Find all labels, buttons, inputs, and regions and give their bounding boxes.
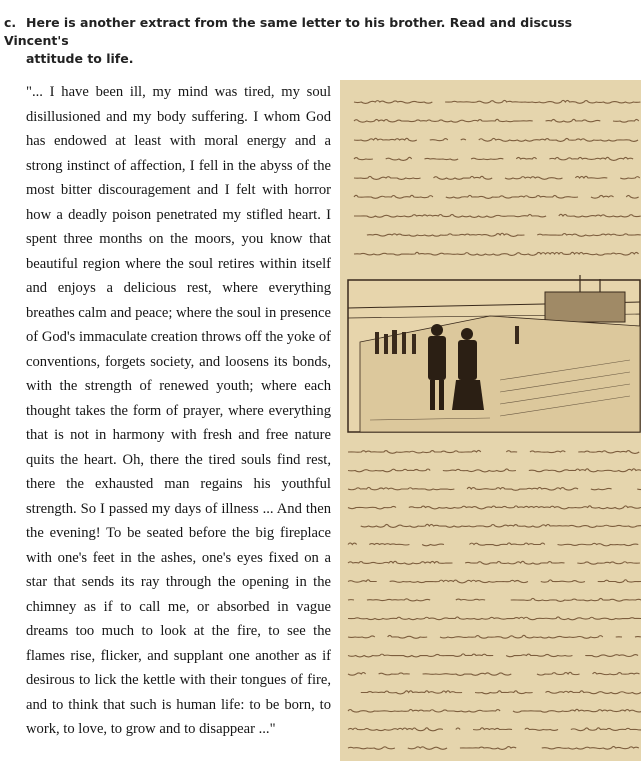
letter-manuscript-image (340, 80, 641, 761)
sketch-illustration (348, 275, 640, 432)
letter-quote: "... I have been ill, my mind was tired, my soul disillusioned and my body suffering. I whom God has endowed at least with moral energy and a strong instinct of affection, I fell in the abyss of the most bitter discouragement and I felt with horror how a deadly poison penetrated my stifled heart. I spent three months on the moors, you know that beautiful region where the soul retires within itself and enjoys a delicious rest, where everything breathes calm and peace; where the soul in presence of God's immaculate creation throws off the yoke of conventions, forgets society, and loosens its bonds, with the strength of renewed youth; where each thought takes the form of prayer, where everything that is not in harmony with fresh and free nature quits the heart. Oh, there the tired souls find rest, there the exhausted man regains his youthful strength. So I passed my days of illness ... And then the evening! To be seated before the big fireplace with one's feet in the ashes, one's eyes fixed on a star that sends its ray through the opening in the chimney as if to call me, or absorbed in vague dreams too much to look at the fire, to see the flames rise, flicker, and supplant one another as if desirous to lick the kettle with their tongues of fire, and to think that such is human life: to be born, to work, to love, to grow and to disappear ..." (26, 84, 331, 737)
question-label: c. (4, 15, 17, 30)
question-c (4, 14, 634, 68)
question-text-line1: Here is another extract from the same letter to his brother. Read and discuss Vincent's (4, 15, 573, 48)
question-text-line2: attitude to life. (26, 51, 134, 66)
manuscript-svg (340, 80, 641, 761)
